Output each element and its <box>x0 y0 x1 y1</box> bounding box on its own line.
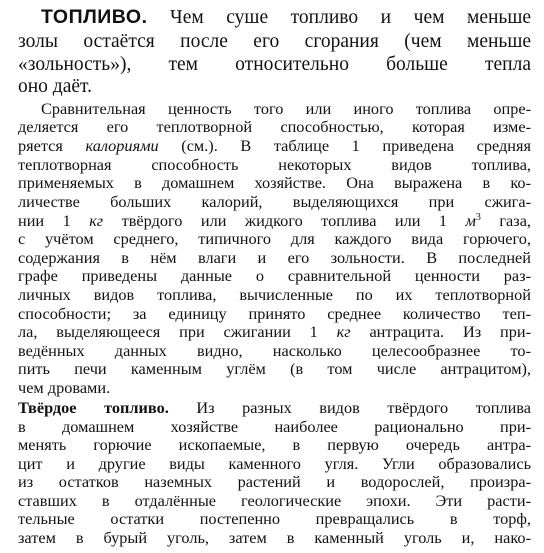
p1-line-4: теплотворная способность некоторых видов топлива, <box>18 155 531 174</box>
p2-line-5: из остатков наземных растений и водорослей, произра- <box>18 472 531 491</box>
intro-line-4: оно даёт. <box>18 76 92 97</box>
p1-line-13: ла, выделяющееся при сжигании 1 кг антрацита. Из при- <box>18 322 531 341</box>
p2-line-6: ставших в отдалённые геологические эпохи. Эти расти- <box>18 491 531 510</box>
calories-term: калориями <box>85 136 159 155</box>
section-heading: Твёрдое топливо. <box>18 398 169 417</box>
p1-line-15: пить печи каменным углём (в том числе антрацитом), <box>18 359 531 378</box>
p1-line-5: применяемых в домашнем хозяйстве. Она выражена в ко- <box>18 173 531 192</box>
p2-line-2: в домашнем хозяйстве наиболее рационально при- <box>18 417 531 436</box>
p1-line-1: Сравнительная ценность того или иного топлива опре- <box>41 99 531 118</box>
intro-line-2: золы остаётся после его сгорания (чем меньше <box>18 31 531 52</box>
intro-line-3: «зольность»), тем относительно больше тепла <box>18 54 531 75</box>
p1-line-3: ряется калориями (см.). В таблице 1 приведена средняя <box>18 136 531 155</box>
p1-line-14: ведённых данных видно, насколько целесообразнее то- <box>18 341 531 360</box>
article-title: ТОПЛИВО. <box>41 6 148 28</box>
p2-line-7: тельные остатки постепенно превращались в торф, <box>18 509 531 528</box>
intro-line-1: ТОПЛИВО. Чем суше топливо и чем меньше <box>41 6 531 28</box>
p1-line-7: нии 1 кг твёрдого или жидкого топлива или 1 $м^3$ газа, <box>18 211 532 230</box>
p2-line-8: затем в бурый уголь, затем в каменный уголь и, нако- <box>18 528 531 547</box>
p1-line-10: графе приведены данные о сравнительной ценности раз- <box>18 266 531 285</box>
p2-line-1: Твёрдое топливо. Из разных видов твёрдого топлива <box>18 398 531 417</box>
p1-line-12: способности; за единицу принято среднее количество теп- <box>18 304 531 323</box>
p1-line-16: чем дровами. <box>18 378 111 397</box>
p2-line-4: цит и другие виды каменного угля. Угли образовались <box>18 454 531 473</box>
p1-line-11: личных видов топлива, вычисленные по их теплотворной <box>18 285 531 304</box>
p2-line-3: менять горючие ископаемые, в первую очередь антра- <box>18 435 531 454</box>
p1-line-6: личестве больших калорий, выделяющихся при сжига- <box>18 192 531 211</box>
p1-line-8: с учётом среднего, типичного для каждого вида горючего, <box>18 229 531 248</box>
p1-line-9: содержания в нём влаги и его зольности. В последней <box>18 248 531 267</box>
p1-line-2: деляется его теплотворной способностью, которая изме- <box>18 117 531 136</box>
